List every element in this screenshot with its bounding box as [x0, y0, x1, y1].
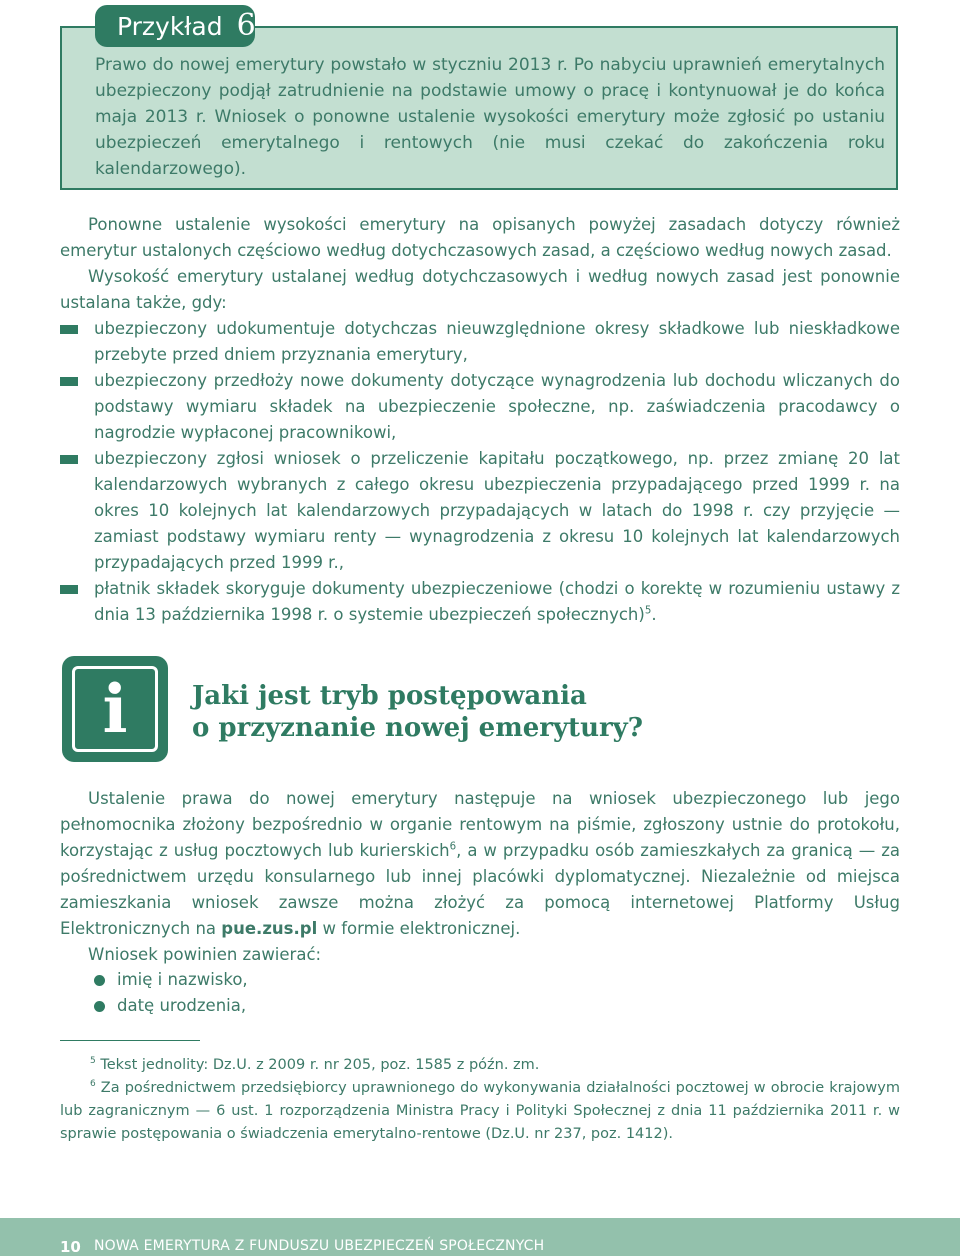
request-contents-list — [90, 967, 248, 1019]
footnote-text: Za pośrednictwem przedsiębiorcy uprawnionego do wykonywania działalności pocztowej w obrocie krajowym lub zagranicznym — 6 ust. 1 rozporządzenia Ministra Pracy i Polityki Społecznej z dnia 11 października 2011 r. w sprawie postępowania o świadczenia emerytalno-rentowe (Dz.U. nr 237, poz. 1412). — [60, 1080, 900, 1142]
round-bullet-icon — [94, 975, 105, 986]
paragraph-conditions-intro: Wysokość emerytury ustalanej według dotychczasowych i według nowych zasad jest ponownie ustalana także, gdy: — [60, 267, 900, 312]
list-item-text: ubezpieczony udokumentuje dotychczas nieuwzględnione okresy składkowe lub nieskładkowe przebyte przed dniem przyznania emerytury, — [94, 319, 900, 364]
list-item — [90, 993, 248, 1019]
square-bullet-icon — [60, 455, 78, 464]
paragraph-text: , a w przypadku osób zamieszkałych za granicą — za pośrednictwem urzędu konsularnego lub innej placówki dyplomatycznej. Niezależnie od miejsca zamieszkania wniosek zawsze można złożyć za pomocą internetowej Platformy Usług Elektronicznych na — [60, 841, 900, 938]
paragraph-text: w formie elektronicznej. — [317, 919, 521, 938]
footnote-text: Tekst jednolity: Dz.U. z 2009 r. nr 205, poz. 1585 z późn. zm. — [100, 1057, 540, 1073]
list-item — [60, 316, 900, 368]
paragraph-request-contents: Wniosek powinien zawierać: — [88, 945, 322, 964]
list-item-text: datę urodzenia, — [117, 996, 247, 1015]
list-item-text: ubezpieczony zgłosi wniosek o przeliczenie kapitału początkowego, np. przez zmianę 20 lat kalendarzowych wybranych z całego okresu ubezpieczenia przypadającego przed 1999 r. na okres 10 kolejnych lat kalendarzowych przypadających w latach do 1998 r. czy przyjęcie — zamiast podstawy wymiaru renty — wynagrodzenia z okresu 10 kolejnych lat kalendarzowych przypadających przed 1999 r., — [94, 449, 900, 572]
list-item — [60, 368, 900, 446]
info-icon — [62, 656, 168, 762]
paragraph-text: Ustalenie prawa do nowej emerytury następuje na wniosek ubezpieczonego lub jego pełnomocnika złożony bezpośrednio w organie rentowym na piśmie, zgłoszony ustnie do protokołu, korzystając z usług pocztowych lub kurierskich — [60, 789, 900, 860]
list-item — [90, 967, 248, 993]
example-label: Przykład — [117, 12, 223, 41]
footnote-divider — [60, 1040, 200, 1041]
example-text: Prawo do nowej emerytury powstało w styczniu 2013 r. Po nabyciu uprawnień emerytalnych ubezpieczony podjął zatrudnienie na podstawie umowy o pracę i kontynuował je do końca maja 2013 r. Wniosek o ponowne ustalenie wysokości emerytury może zgłosić po ustaniu ubezpieczeń emerytalnego i rentowych (nie musi czekać do zakończenia roku kalendarzowego). — [95, 55, 885, 179]
footnote-5 — [60, 1054, 900, 1077]
round-bullet-icon — [94, 1001, 105, 1012]
paragraph-application — [60, 786, 900, 942]
list-item — [60, 446, 900, 576]
list-item: płatnik składek skoryguje dokumenty ubezpieczeniowe (chodzi o korektę w rozumieniu ustawy z dnia 13 października 1998 r. o systemie ubezpieczeń społecznych)$^5$. — [60, 576, 900, 628]
square-bullet-icon — [60, 377, 78, 386]
list-item-text: imię i nazwisko, — [117, 970, 248, 989]
square-bullet-icon — [60, 585, 78, 594]
example-number: 6 — [236, 8, 256, 43]
info-letter: i — [72, 666, 158, 752]
footnote-6 — [60, 1077, 900, 1146]
footnote-ref[interactable]: 5 — [644, 605, 652, 617]
footer-title: NOWA EMERYTURA Z FUNDUSZU UBEZPIECZEŃ SPOŁECZNYCH — [94, 1238, 545, 1254]
heading-line-2: o przyznanie nowej emerytury? — [192, 713, 644, 743]
list-item-text: płatnik składek skoryguje dokumenty ubezpieczeniowe (chodzi o korektę w rozumieniu ustawy z dnia 13 października 1998 r. o systemie ubezpieczeń społecznych) — [94, 579, 900, 624]
square-bullet-icon — [60, 325, 78, 334]
footnote-number: 6 — [90, 1079, 96, 1090]
conditions-list — [60, 316, 900, 628]
page-number: 10 — [60, 1238, 81, 1256]
footnote-ref[interactable]: 6 — [449, 841, 457, 853]
section-heading — [192, 680, 792, 744]
footnote-number: 5 — [90, 1056, 96, 1067]
heading-line-1: Jaki jest tryb postępowania — [192, 681, 587, 711]
list-item-text: ubezpieczony przedłoży nowe dokumenty dotyczące wynagrodzenia lub dochodu wliczanych do podstawy wymiaru składek na ubezpieczenie społeczne, np. zaświadczenia pracodawcy o nagrodzie wypłaconej pracownikowi, — [94, 371, 900, 442]
pue-link[interactable]: pue.zus.pl — [221, 919, 318, 938]
example-tab — [95, 5, 255, 47]
paragraph-recalculation: Ponowne ustalenie wysokości emerytury na opisanych powyżej zasadach dotyczy również emerytur ustalonych częściowo według dotychczasowych zasad, a częściowo według nowych zasad. — [60, 215, 900, 260]
